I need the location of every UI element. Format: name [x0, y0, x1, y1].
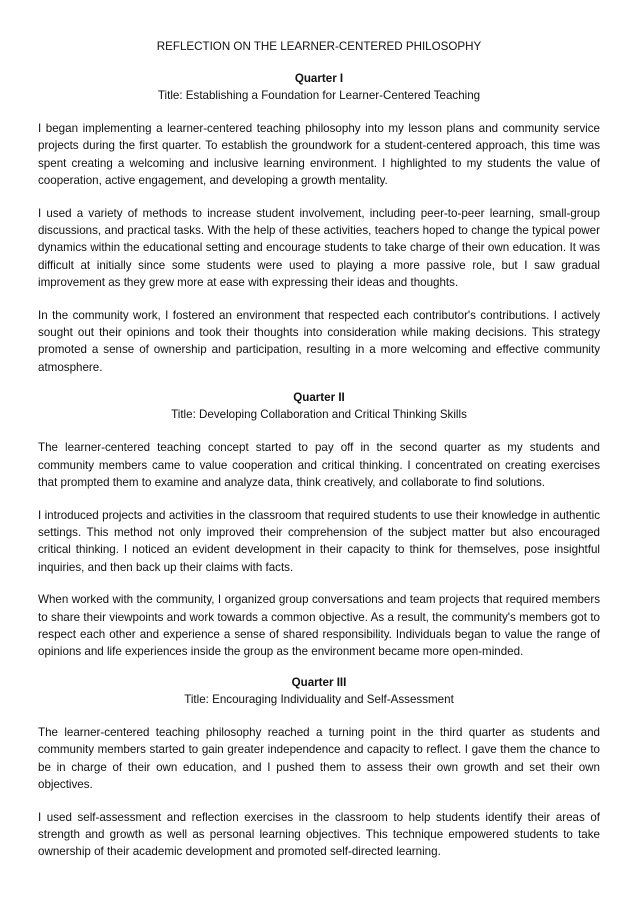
section-quarter-2: [38, 391, 600, 660]
paragraph: I introduced projects and activities in the classroom that required students to use their knowledge in authentic settings. This method not only improved their comprehension of the subject matter but also encouraged critical thinking. I noticed an evident development in their capacity to think for themselves, pose insightful inquiries, and then back up their claims with facts.: [38, 508, 600, 574]
paragraph: I used a variety of methods to increase student involvement, including peer-to-peer learning, small-group discussions, and practical tasks. With the help of these activities, teachers hoped to change the typical power dynamics within the educational setting and encourage students to take charge of their own education. It was difficult at initially since some students were used to playing a more passive role, but I saw gradual improvement as they grew more at ease with expressing their ideas and thoughts.: [38, 206, 600, 289]
section-heading: Quarter II: [293, 391, 345, 405]
document-page: [38, 40, 600, 876]
paragraph: The learner-centered teaching philosophy reached a turning point in the third quarter as students and community members started to gain greater independence and capacity to reflect. I gave them the chance to be in charge of their own education, and I pushed them to assess their own growth and set their own objectives.: [38, 726, 600, 792]
section-subtitle: Title: Developing Collaboration and Critical Thinking Skills: [171, 408, 467, 422]
paragraph: The learner-centered teaching concept started to pay off in the second quarter as my students and community members came to value cooperation and critical thinking. I concentrated on creating exercises that prompted them to examine and analyze data, think creatively, and collaborate to find solutions.: [38, 441, 600, 489]
paragraph: When worked with the community, I organized group conversations and team projects that required members to share their viewpoints and work towards a common objective. As a result, the community's members got to respect each other and experience a sense of shared responsibility. Individuals began to value the range of opinions and life experiences inside the group as the environment became more open-minded.: [38, 593, 600, 659]
document-title: REFLECTION ON THE LEARNER-CENTERED PHILOSOPHY: [156, 40, 482, 53]
section-heading: Quarter I: [294, 72, 344, 85]
paragraph: In the community work, I fostered an environment that respected each contributor's contributions. I actively sought out their opinions and took their thoughts into consideration while making decisions. This strategy promoted a sense of ownership and participation, resulting in a more welcoming and effective community atmosphere.: [38, 308, 600, 374]
paragraph: I began implementing a learner-centered teaching philosophy into my lesson plans and community service projects during the first quarter. To establish the groundwork for a student-centered approach, this time was spent creating a welcoming and inclusive learning environment. I highlighted to my students the value of cooperation, active engagement, and developing a growth mentality.: [38, 122, 600, 187]
paragraph: I used self-assessment and reflection exercises in the classroom to help students identify their areas of strength and growth as well as personal learning objectives. This technique empowered students to take ownership of their academic development and promoted self-directed learning.: [38, 810, 600, 859]
section-heading: Quarter III: [291, 676, 347, 690]
section-quarter-1: [38, 72, 600, 376]
section-subtitle: Title: Encouraging Individuality and Self-Assessment: [184, 693, 454, 707]
section-quarter-3: [38, 676, 600, 861]
section-subtitle: Title: Establishing a Foundation for Learner-Centered Teaching: [157, 89, 481, 102]
